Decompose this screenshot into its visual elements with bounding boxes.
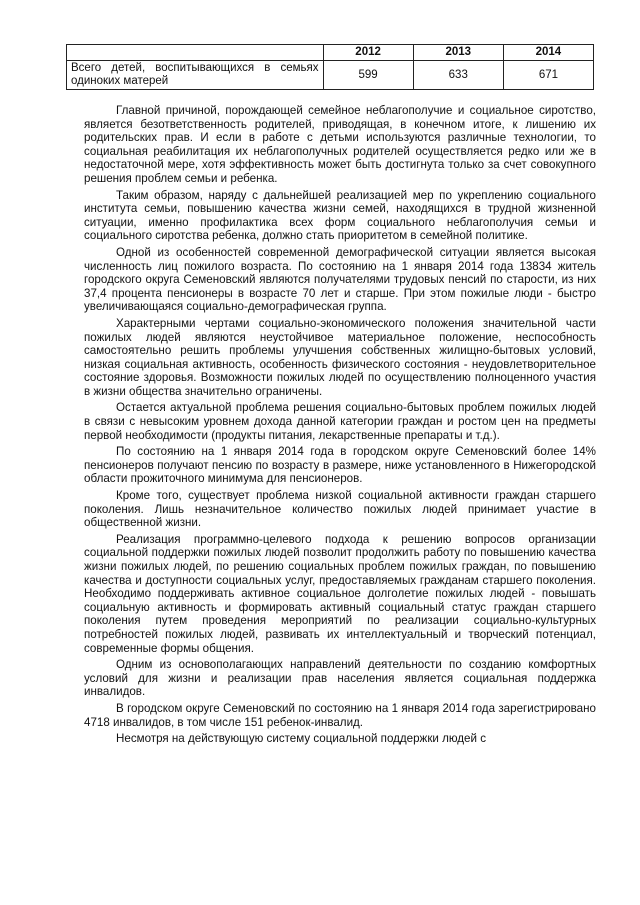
table-cell-value: 671 bbox=[503, 61, 593, 90]
table-header-year: 2012 bbox=[323, 45, 413, 61]
paragraph: Одним из основополагающих направлений деятельности по созданию комфортных условий для жизни и реализации прав населения является социальная поддержка инвалидов. bbox=[84, 658, 596, 699]
statistics-table bbox=[66, 44, 594, 90]
paragraph: Реализация программно-целевого подхода к решению вопросов организации социальной поддержки пожилых людей позволит продолжить работу по повышению качества жизни пожилых людей, по решению социальных проблем пожилых граждан, по повышению качества и доступности социальных услуг, предоставляемых гражданам старшего поколения. Необходимо поддерживать активное социальное долголетие пожилых людей - повышать социальную активность и формировать активный социальный статус граждан старшего поколения путем проведения мероприятий по реализации социально-культурных потребностей пожилых людей, развивать их интеллектуальный и творческий потенциал, современные формы общения. bbox=[84, 532, 596, 655]
body-text bbox=[84, 104, 596, 749]
paragraph: По состоянию на 1 января 2014 года в городском округе Семеновский более 14% пенсионеров получают пенсию по возрасту в размере, ниже установленного в Нижегородской области прожиточного минимума для пенсионеров. bbox=[84, 445, 596, 486]
table-cell-value: 633 bbox=[413, 61, 503, 90]
table-header-row bbox=[67, 45, 594, 61]
paragraph: Характерными чертами социально-экономического положения значительной части пожилых людей являются неустойчивое материальное положение, неспособность самостоятельно решить проблемы улучшения собственных жилищно-бытовых условий, низкая социальная активность, особенность физического состояния - неудовлетворительное состояние здоровья. Возможности пожилых людей по осуществлению полноценного участия в жизни общества значительно ограничены. bbox=[84, 316, 596, 398]
table-header-empty-cell bbox=[67, 45, 324, 61]
paragraph: Одной из особенностей современной демографической ситуации является высокая численность лиц пожилого возраста. По состоянию на 1 января 2014 года 13834 житель городского округа Семеновский являются получателями трудовых пенсий по старости, из них 37,4 процента пенсионеры в возрасте 70 лет и старше. При этом пожилые люди - быстро увеличивающаяся социально-демографическая группа. bbox=[84, 245, 596, 314]
paragraph: Несмотря на действующую систему социальной поддержки людей с bbox=[116, 732, 486, 746]
table-header-year: 2013 bbox=[413, 45, 503, 61]
paragraph: Кроме того, существует проблема низкой социальной активности граждан старшего поколения. Лишь незначительное количество пожилых людей принимает участие в общественной жизни. bbox=[84, 489, 596, 530]
table-row bbox=[67, 61, 594, 90]
paragraph: Остается актуальной проблема решения социально-бытовых проблем пожилых людей в связи с невысоким уровнем дохода данной категории граждан и ростом цен на предметы первой необходимости (продукты питания, лекарственные препараты и т.д.). bbox=[84, 401, 596, 442]
table-row-label: Всего детей, воспитывающихся в семьях одиноких матерей bbox=[67, 61, 324, 90]
table-cell-value: 599 bbox=[323, 61, 413, 90]
paragraph: Таким образом, наряду с дальнейшей реализацией мер по укреплению социального института семьи, повышению качества жизни семей, находящихся в трудной жизненной ситуации, именно профилактика всех форм социального неблагополучия семьи и социального сиротства ребенка, должно стать приоритетом в семейной политике. bbox=[84, 188, 596, 243]
paragraph: В городском округе Семеновский по состоянию на 1 января 2014 года зарегистрировано 4718 инвалидов, в том числе 151 ребенок-инвалид. bbox=[84, 701, 596, 729]
table-header-year: 2014 bbox=[503, 45, 593, 61]
paragraph: Главной причиной, порождающей семейное неблагополучие и социальное сиротство, является безответственность родителей, приводящая, в конечном итоге, к лишению их родительских прав. И если в работе с детьми используются различные технологии, то социальная реабилитация их неблагополучных родителей осуществляется редко или же в недостаточной мере, хотя эффективность может быть достигнута только за счет совокупного решения проблем семьи и ребенка. bbox=[84, 104, 596, 185]
